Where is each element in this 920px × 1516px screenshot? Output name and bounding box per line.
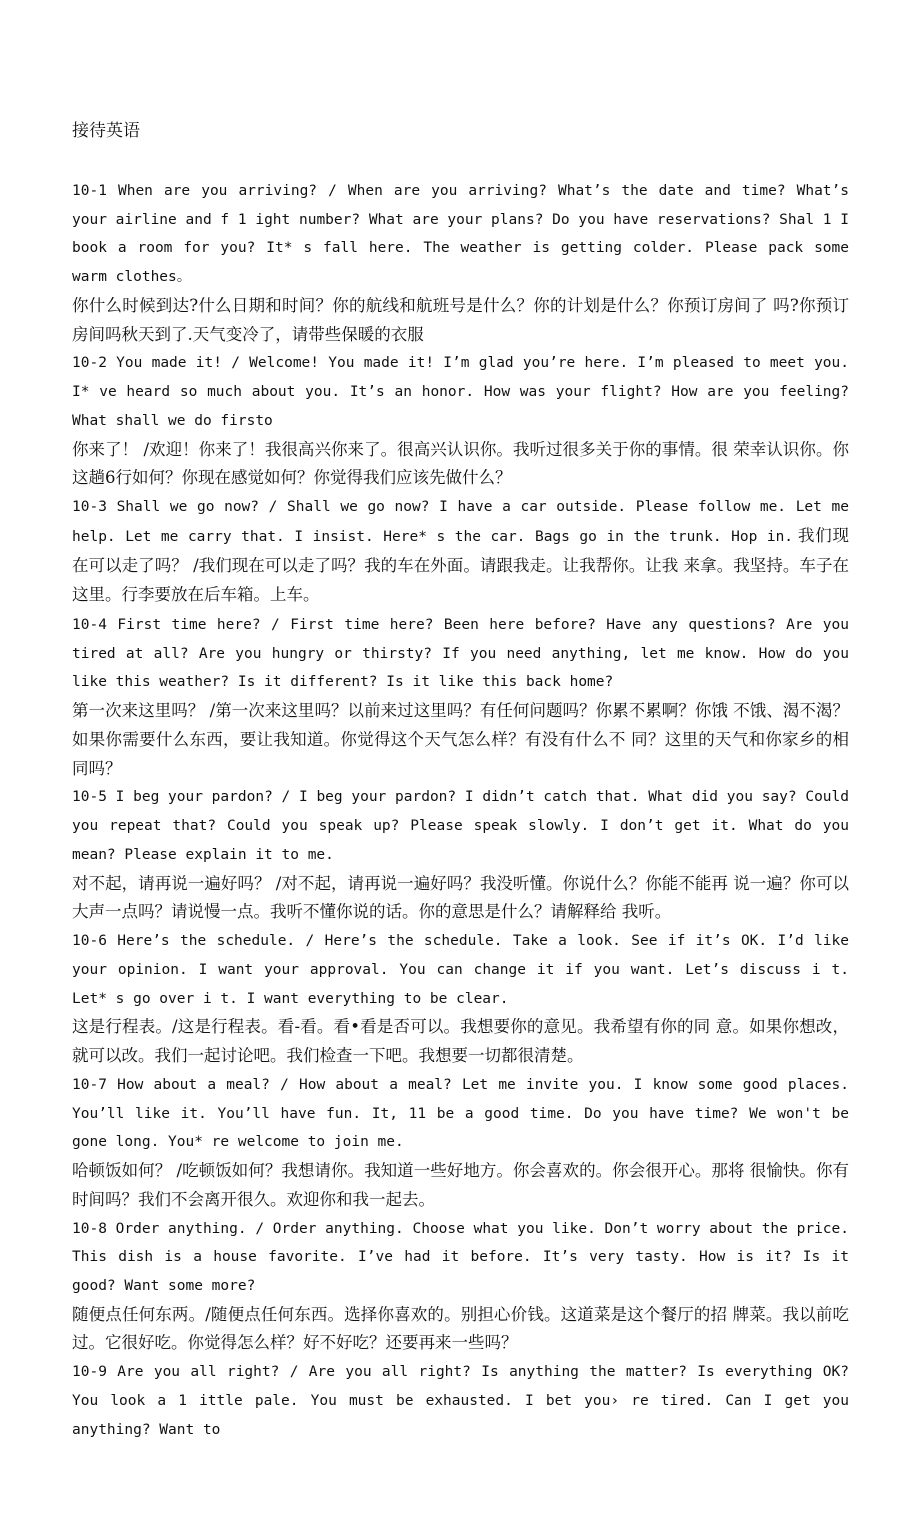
section-10-3 xyxy=(72,493,849,611)
chinese-paragraph: 第一次来这里吗？ /第一次来这里吗？以前来过这里吗？有任何问题吗？你累不累啊？你饿 不饿、渴不渴？如果你需要什么东西，要让我知道。你觉得这个天气怎么样？有没有什么不 同？这里的天气和你家乡的相同吗？ xyxy=(72,701,849,778)
section-10-1 xyxy=(72,177,849,349)
english-paragraph: 10-8 Order anything. / Order anything. Choose what you like. Don’t worry about the price. This dish is a house favorite. I’ve had it before. It’s very tasty. How is it? Is it good? Want some more? xyxy=(72,1220,849,1294)
chinese-paragraph: 哈顿饭如何？ /吃顿饭如何？我想请你。我知道一些好地方。你会喜欢的。你会很开心。那将 很愉快。你有时间吗？我们不会离开很久。欢迎你和我一起去。 xyxy=(72,1160,849,1209)
english-paragraph: 10-1 When are you arriving? / When are you arriving? What’s the date and time? What’s your airline and f 1 ight number? What are your plans? Do you have reservations? Shal 1 I book a room for you? It* s fall here. The weather is getting colder. Please pack some warm clothes。 xyxy=(72,183,849,286)
chinese-paragraph: 对不起，请再说一遍好吗？ /对不起，请再说一遍好吗？我没听懂。你说什么？你能不能再 说一遍？你可以大声一点吗？请说慢一点。我听不懂你说的话。你的意思是什么？请解释给 我听。 xyxy=(72,873,849,922)
chinese-paragraph: 你什么时候到达?什么日期和时间？你的航线和航班号是什么？你的计划是什么？你预订房间了 吗?你预订房间吗秋天到了.天气变冷了，请带些保暖的衣服 xyxy=(72,295,849,344)
chinese-paragraph: 你来了！ /欢迎！你来了！我很高兴你来了。很高兴认识你。我听过很多关于你的事情。很 荣幸认识你。你这趟6行如何？你现在感觉如何？你觉得我们应该先做什么？ xyxy=(72,439,849,488)
mixed-paragraph xyxy=(72,493,849,611)
section-10-2 xyxy=(72,349,849,493)
chinese-paragraph: 我们现在可以走了吗？ /我们现在可以走了吗？我的车在外面。请跟我走。让我帮你。让我 来拿。我坚持。车子在这里。行李要放在后车箱。上车。 xyxy=(72,525,850,605)
english-paragraph: 10-4 First time here? / First time here? Been here before? Have any questions? Are you tired at all? Are you hungry or thirsty? If you need anything, let me know. How do you like this weather? Is it different? Is it like this back home? xyxy=(72,616,849,691)
section-10-8 xyxy=(72,1215,849,1359)
section-10-6 xyxy=(72,927,849,1071)
section-10-9 xyxy=(72,1358,849,1444)
english-paragraph: 10-5 I beg your pardon? / I beg your pardon? I didn’t catch that. What did you say? Could you repeat that? Could you speak up? Please speak slowly. I don’t get it. What do you mean? Please explain it to me. xyxy=(72,789,849,863)
document-page xyxy=(72,118,849,1444)
english-paragraph: 10-2 You made it! / Welcome! You made it! I’m glad you’re here. I’m pleased to meet you. I* ve heard so much about you. It’s an honor. How was your flight? How are you feeling? What shall we do firsto xyxy=(72,355,849,429)
english-paragraph: 10-9 Are you all right? / Are you all right? Is anything the matter? Is everything OK? You look a 1 ittle pale. You must be exhausted. I bet you› re tired. Can I get you anything? Want to xyxy=(72,1364,849,1438)
english-paragraph: 10-3 Shall we go now? / Shall we go now? I have a car outside. Please follow me. Let me help. Let me carry that. I insist. Here* s the car. Bags go in the trunk. Hop in. xyxy=(72,499,849,545)
english-paragraph: 10-7 How about a meal? / How about a meal? Let me invite you. I know some good places. You’ll like it. You’ll have fun. It, 11 be a good time. Do you have time? We won't be gone long. You* re welcome to join me. xyxy=(72,1076,849,1151)
section-10-5 xyxy=(72,783,849,927)
section-10-4 xyxy=(72,611,849,784)
document-title: 接待英语 xyxy=(72,121,140,141)
english-paragraph: 10-6 Here’s the schedule. / Here’s the schedule. Take a look. See if it’s OK. I’d like your opinion. I want your approval. You can change it if you want. Let’s discuss i t. Let* s go over i t. I want everything to be clear. xyxy=(72,933,849,1007)
chinese-paragraph: 随便点任何东两。/随便点任何东西。选择你喜欢的。别担心价钱。这道菜是这个餐厅的招 牌菜。我以前吃过。它很好吃。你觉得怎么样？好不好吃？还要再来一些吗？ xyxy=(72,1304,849,1353)
chinese-paragraph: 这是行程表。/这是行程表。看-看。看•看是否可以。我想要你的意见。我希望有你的同 意。如果你想改，就可以改。我们一起讨论吧。我们检查一下吧。我想要一切都很清楚。 xyxy=(72,1017,849,1066)
section-10-7 xyxy=(72,1071,849,1215)
